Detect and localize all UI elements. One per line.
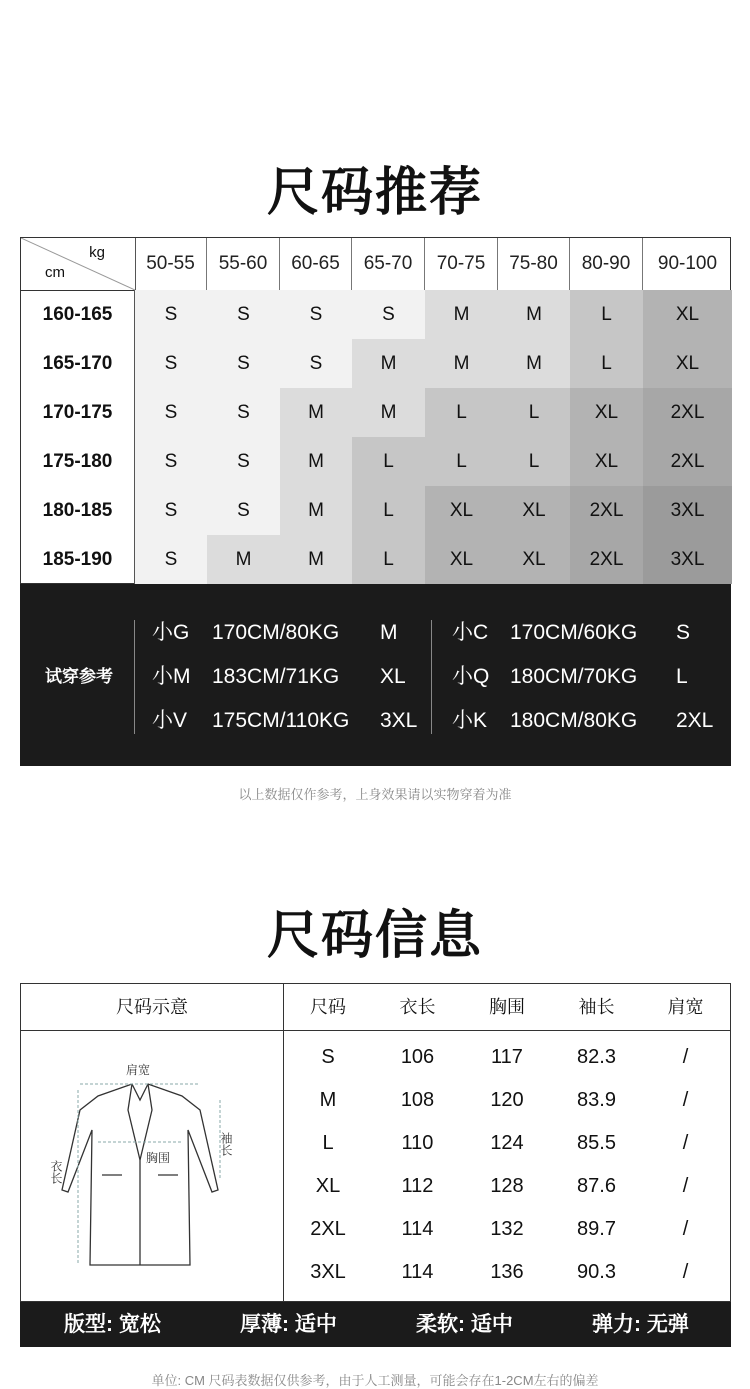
info-cell: 136 [490,1261,524,1283]
info-cell: M [319,1089,337,1111]
info-cell: 110 [401,1132,434,1154]
weight-header-6: 80-90 [570,238,643,290]
weight-header-1: 55-60 [207,238,280,290]
size-cell: XL [498,486,570,535]
size-cell: M [498,290,570,339]
tryon-right-name: 小C [452,621,489,644]
tryon-right-body: 170CM/60KG [510,621,638,644]
size-cell: S [207,339,280,388]
spec-value: 无弹 [646,1313,689,1336]
info-cell: 112 [401,1175,434,1197]
recommend-title: 尺码推荐 [266,163,483,223]
size-cell: S [207,388,280,437]
size-cell: XL [498,535,570,584]
size-cell: M [425,290,498,339]
weight-header-2: 60-65 [280,238,352,290]
info-cell: 128 [490,1175,524,1197]
diagonal-line [21,238,135,290]
info-cell: 82.3 [577,1046,616,1068]
info-cell: / [682,1261,689,1283]
spec-value: 适中 [294,1313,337,1336]
size-cell: M [280,535,352,584]
info-header-2: 胸围 [489,997,525,1017]
spec-item [240,1302,337,1347]
info-cell: 90.3 [577,1261,616,1283]
info-cell: 132 [490,1218,524,1240]
tryon-left-body: 183CM/71KG [212,665,340,688]
size-cell: XL [643,339,732,388]
size-cell: M [280,388,352,437]
spec-key: 版型: [64,1313,119,1336]
coat-outline-icon [62,1084,218,1265]
size-cell: 2XL [643,388,732,437]
info-cell: 120 [490,1089,524,1111]
info-header-4: 肩宽 [667,997,704,1017]
weight-header-4: 70-75 [425,238,498,290]
size-cell: M [280,486,352,535]
spec-item [64,1302,161,1347]
info-cell: / [682,1046,689,1068]
size-cell: M [207,535,280,584]
size-cell: L [425,388,498,437]
size-cell: L [352,486,425,535]
info-cell: / [682,1089,689,1111]
tryon-left-name: 小V [152,709,188,732]
height-label: 160-165 [21,290,135,339]
info-cell: 2XL [310,1218,346,1240]
tryon-right-size: L [676,665,688,688]
info-cell: 87.6 [577,1175,616,1197]
tryon-right-name: 小Q [452,665,490,688]
size-cell: L [352,437,425,486]
tryon-right-name: 小K [452,709,488,732]
size-cell: M [425,339,498,388]
weight-header-0: 50-55 [135,238,207,290]
size-cell: XL [570,388,643,437]
tryon-left-size: XL [380,665,406,688]
size-cell: 3XL [643,535,732,584]
info-cell: / [682,1218,689,1240]
tryon-right-body: 180CM/70KG [510,665,638,688]
size-cell: S [352,290,425,339]
info-cell: 114 [401,1218,434,1240]
info-cell: 117 [491,1046,523,1068]
size-cell: M [352,388,425,437]
info-header-3: 袖长 [578,997,615,1017]
corner-kg-label: kg [89,244,105,261]
info-title: 尺码信息 [266,906,483,966]
table-header-row [21,238,730,291]
size-cell: S [207,486,280,535]
info-header-1: 衣长 [399,997,436,1017]
size-cell: S [135,437,207,486]
size-cell: XL [570,437,643,486]
try-on-label: 试穿参考 [45,667,113,686]
size-cell: S [135,486,207,535]
size-cell: S [135,535,207,584]
size-cell: S [207,437,280,486]
info-header-0: 尺码 [310,997,346,1017]
size-cell: S [207,290,280,339]
tryon-right-body: 180CM/80KG [510,709,638,732]
measurement-note: 单位: CM 尺码表数据仅供参考，由于人工测量，可能会存在1-2CM左右的偏差 [151,1373,599,1388]
disclaimer-note: 以上数据仅作参考，上身效果请以实物穿着为准 [238,787,512,802]
chest-label: 胸围 [146,1151,171,1165]
weight-header-7: 90-100 [657,253,718,274]
info-cell: / [682,1132,689,1154]
diagram-header: 尺码示意 [116,997,188,1017]
size-cell: L [352,535,425,584]
spec-value: 宽松 [118,1313,161,1336]
info-cell: 3XL [310,1261,346,1283]
size-cell: S [135,388,207,437]
measure-lines [78,1084,220,1265]
info-cell: 83.9 [577,1089,616,1111]
shoulder-label: 肩宽 [126,1063,151,1077]
size-cell: XL [425,535,498,584]
height-label: 180-185 [21,486,135,535]
tryon-left-body: 175CM/110KG [212,709,350,732]
info-cell: S [321,1046,335,1068]
spec-key: 厚薄: [240,1313,295,1336]
size-cell: XL [425,486,498,535]
size-cell: L [425,437,498,486]
length-label: 衣长 [49,1160,63,1184]
tryon-left-size: M [380,621,398,644]
weight-header-5: 75-80 [498,238,570,290]
weight-header-3: 65-70 [352,238,425,290]
divider [431,620,432,734]
size-cell: 2XL [570,486,643,535]
height-label: 185-190 [21,535,135,584]
tryon-left-name: 小M [152,665,191,688]
size-cell: 2XL [643,437,732,486]
spec-item [592,1302,689,1347]
fabric-specs-bar [20,1302,731,1347]
spec-key: 弹力: [592,1313,647,1336]
info-cell: 114 [401,1261,434,1283]
size-cell: S [280,339,352,388]
divider [134,620,135,734]
size-recommend-table [20,237,731,584]
info-cell: XL [315,1175,341,1197]
corner-cell [21,238,136,290]
info-cell: 124 [490,1132,524,1154]
info-cell: L [322,1132,334,1154]
try-on-reference-panel [20,584,731,766]
tryon-left-body: 170CM/80KG [212,621,340,644]
info-cell: / [682,1175,689,1197]
size-cell: M [280,437,352,486]
spec-value: 适中 [470,1313,513,1336]
header-divider [21,1030,730,1031]
tryon-right-size: 2XL [676,709,714,732]
spec-item [416,1302,513,1347]
corner-cm-label: cm [45,264,65,281]
info-cell: 108 [400,1089,435,1111]
size-cell: S [135,290,207,339]
tryon-right-size: S [676,621,691,644]
size-cell: L [570,339,643,388]
coat-diagram [40,1050,250,1280]
spec-key: 柔软: [416,1313,471,1336]
tryon-left-size: 3XL [380,709,418,732]
size-cell: L [570,290,643,339]
height-label: 175-180 [21,437,135,486]
size-cell: S [280,290,352,339]
sleeve-label: 袖长 [219,1132,233,1156]
tryon-left-name: 小G [152,621,190,644]
size-cell: L [498,388,570,437]
height-label: 165-170 [21,339,135,388]
size-cell: S [135,339,207,388]
size-cell: 2XL [570,535,643,584]
size-cell: M [352,339,425,388]
size-cell: XL [643,290,732,339]
info-cell: 85.5 [577,1132,616,1154]
info-cell: 89.7 [577,1218,616,1240]
size-cell: 3XL [643,486,732,535]
info-cell: 106 [400,1046,435,1068]
size-cell: L [498,437,570,486]
size-cell: M [498,339,570,388]
height-label: 170-175 [21,388,135,437]
